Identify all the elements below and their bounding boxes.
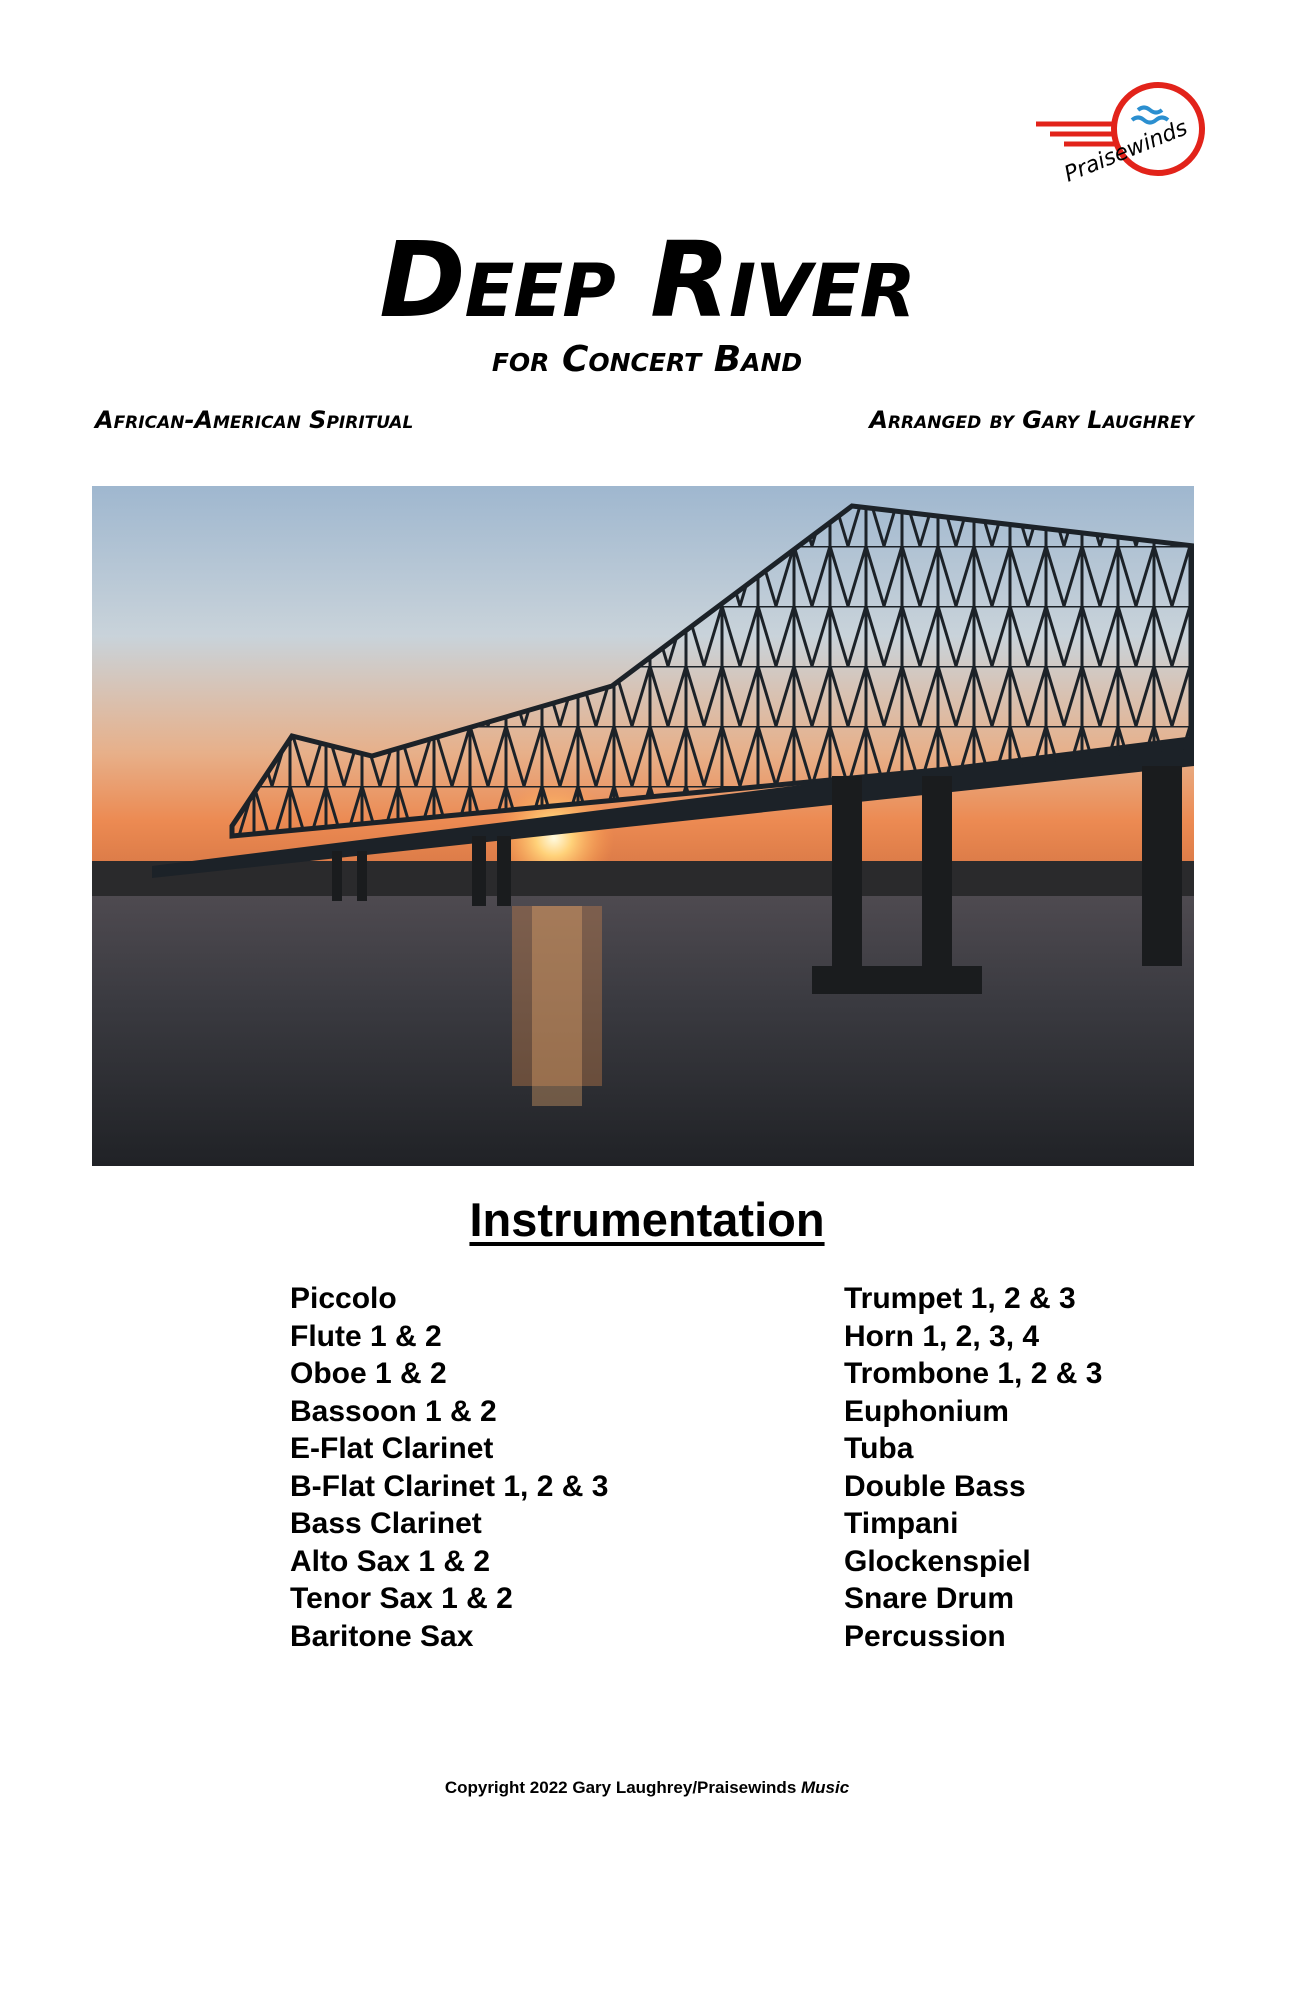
copyright-main: Copyright 2022 Gary Laughrey/Praisewinds <box>444 1778 801 1797</box>
list-item: Timpani <box>844 1507 959 1540</box>
arranger-label: Arranged by Gary Laughrey <box>869 406 1194 434</box>
list-item: Snare Drum <box>844 1582 1015 1615</box>
list-item: Oboe 1 & 2 <box>290 1357 447 1390</box>
logo-text: Praisewinds <box>1060 115 1192 188</box>
list-item: E-Flat Clarinet <box>290 1432 494 1465</box>
list-item: Trumpet 1, 2 & 3 <box>844 1282 1076 1315</box>
praisewinds-logo-icon <box>1036 82 1216 192</box>
origin-label: African-American Spiritual <box>95 406 414 434</box>
instrument-list-right <box>844 1280 1102 1655</box>
list-item: Piccolo <box>290 1282 397 1315</box>
list-item: Trombone 1, 2 & 3 <box>844 1357 1103 1390</box>
list-item: Baritone Sax <box>290 1619 474 1653</box>
list-item: Euphonium <box>844 1394 1009 1428</box>
list-item: Flute 1 & 2 <box>290 1319 442 1353</box>
list-item: Alto Sax 1 & 2 <box>290 1544 491 1578</box>
copyright-suffix: Music <box>801 1778 850 1797</box>
instrumentation-heading: Instrumentation <box>469 1193 825 1246</box>
list-item: Tuba <box>844 1432 914 1465</box>
bridge-sunset-photo <box>92 486 1194 1166</box>
page-title: Deep River <box>379 219 915 341</box>
list-item: Percussion <box>844 1619 1006 1653</box>
instrument-list-left <box>290 1280 608 1655</box>
list-item: Glockenspiel <box>844 1544 1031 1578</box>
list-item: Bassoon 1 & 2 <box>290 1394 497 1428</box>
list-item: Double Bass <box>844 1469 1026 1503</box>
list-item: Bass Clarinet <box>290 1507 482 1540</box>
list-item: B-Flat Clarinet 1, 2 & 3 <box>290 1469 609 1503</box>
list-item: Tenor Sax 1 & 2 <box>290 1582 513 1615</box>
copyright-notice <box>0 1778 1294 1798</box>
list-item: Horn 1, 2, 3, 4 <box>844 1319 1040 1353</box>
page-subtitle: for Concert Band <box>491 339 803 380</box>
